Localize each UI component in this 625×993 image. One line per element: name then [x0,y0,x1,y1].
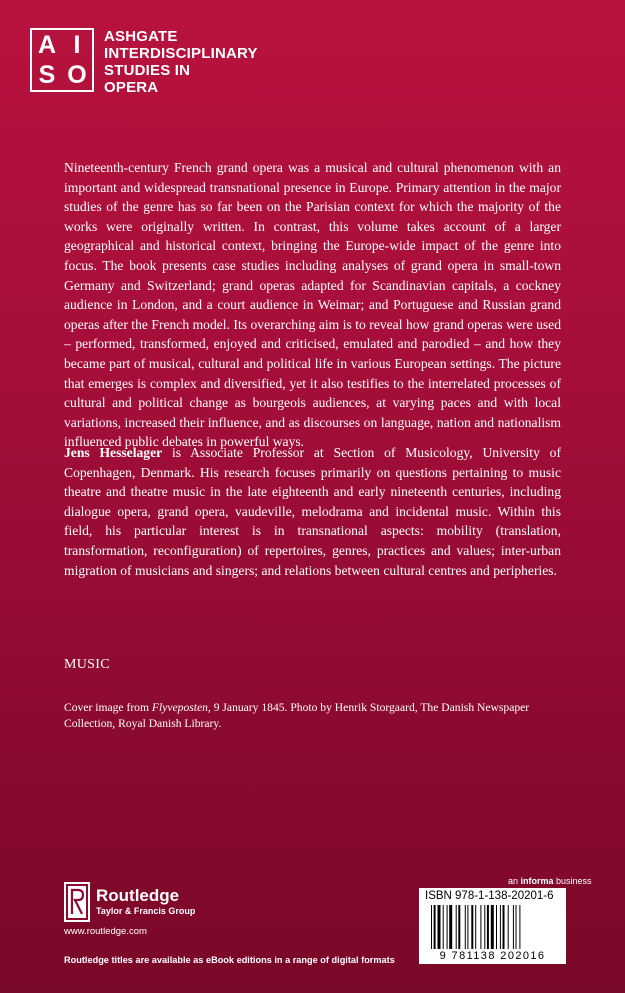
series-logo-block [30,28,258,96]
publisher-logo [64,882,195,922]
barcode-digits: 9 781138 202016 [439,950,546,962]
isbn-label: ISBN 978-1-138-20201-6 [425,890,554,902]
series-title-line: OPERA [104,79,159,96]
credit-suffix: , 9 January 1845. Photo by Henrik Storgaard, The Danish Newspaper Collection, Royal Danish Library. [64,701,530,730]
publisher-url[interactable]: www.routledge.com [64,926,147,937]
logo-letter: A [37,30,57,59]
author-bio [64,443,561,580]
subject-category: MUSIC [64,657,110,672]
informa-brand: informa [520,876,554,886]
series-title-line: ASHGATE [104,28,178,45]
ebook-note: Routledge titles are available as eBook editions in a range of digital formats [64,955,395,965]
barcode-icon [431,905,555,949]
publisher-name: Routledge [96,886,180,905]
series-title-line: STUDIES IN [104,62,191,79]
logo-letter: O [67,60,87,89]
author-bio-text: is Associate Professor at Section of Musicology, University of Copenhagen, Denmark. His research focuses primarily on questions pertaining to music theatre and theatre music in the late eighteenth and early nineteenth centuries, including dialogue opera, grand opera, vaudeville, melodrama and incidental music. Within this field, his particular interest is in transnational aspects: mobility (translation, transformation, reconfiguration) of repertoires, genres, practices and values; inter-urban migration of musicians and singers; and relations between cultural centres and peripheries. [64,445,561,578]
credit-source: Flyveposten [151,701,208,714]
barcode-panel [419,888,566,964]
logo-letter: I [73,30,81,59]
series-title-line: INTERDISCIPLINARY [104,45,258,62]
credit-prefix: Cover image from [64,701,152,714]
book-description: Nineteenth-century French grand opera was a musical and cultural phenomenon with an important and widespread transnational presence in Europe. Primary attention in the major studies of the genre has so far been on the Parisian context for which the majority of the works were originally written. In contrast, this volume takes account of a larger geographical and historical context, bringing the Europe-wide impact of the genre into focus. The book presents case studies including analyses of grand opera in small-town Germany and Switzerland; grand operas adapted for Scandinavian capitals, a cockney audience in London, and a court audience in Weimar; and Portuguese and Russian grand operas after the French model. Its overarching aim is to reveal how grand operas were used – performed, transformed, enjoyed and criticised, emulated and parodied – and how they became part of musical, cultural and political life in various European settings. The picture that emerges is complex and diversified, yet it also testifies to the interrelated processes of cultural and political change as bourgeois audiences, at varying paces and with local variations, increased their influence, and as discourses on language, nation and nationalism influenced public debates in powerful ways. [64,160,561,450]
cover-credit [64,700,564,732]
logo-letter: S [38,60,56,89]
aiso-logo [30,28,94,92]
informa-business [508,876,592,886]
author-name: Jens Hesselager [64,445,163,460]
series-title [104,28,258,96]
informa-prefix: an [508,876,521,886]
publisher-group: Taylor & Francis Group [96,906,196,916]
informa-suffix: business [553,876,592,886]
routledge-mark-icon [64,882,90,922]
